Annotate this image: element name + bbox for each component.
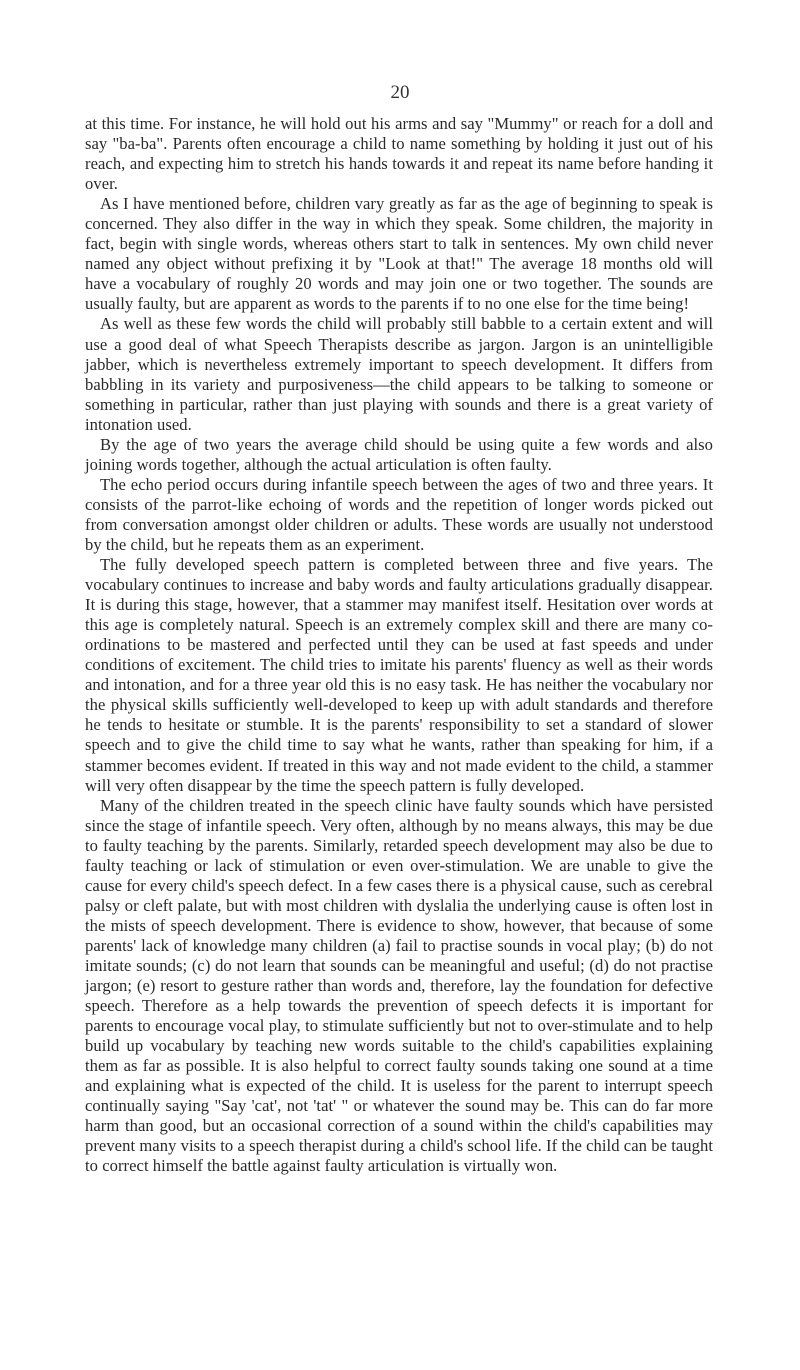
page-number: 20 xyxy=(390,82,410,103)
paragraph: The echo period occurs during infantile speech between the ages of two and three years. It consists of the parrot-like echoing of words and the repetition of longer words picked out from conversation amongst older children or adults. These words are usually not understood by the child, but he repeats them as an experiment. xyxy=(85,474,713,554)
paragraph: Many of the children treated in the speech clinic have faulty sounds which have persisted since the stage of infantile speech. Very often, although by no means always, this may be due to faulty teaching by the parents. Similarly, retarded speech development may also be due to faulty teaching or lack of stimulation or even over-stimulation. We are unable to give the cause for every child's speech defect. In a few cases there is a physical cause, such as cerebral palsy or cleft palate, but with most children with dyslalia the underlying cause is often lost in the mists of speech development. There is evidence to show, however, that because of some parents' lack of knowledge many children (a) fail to practise sounds in vocal play; (b) do not imitate sounds; (c) do not learn that sounds can be meaningful and useful; (d) do not practise jargon; (e) resort to gesture rather than words and, therefore, lay the foundation for defective speech. Therefore as a help towards the prevention of speech defects it is important for parents to encourage vocal play, to stimulate sufficiently but not to over-stimulate and to help build up vocabulary by teaching new words suitable to the child's capabilities explaining them as far as possible. It is also helpful to correct faulty sounds taking one sound at a time and explaining what is expected of the child. It is useless for the parent to interrupt speech continually saying "Say 'cat', not 'tat' " or whatever the sound may be. This can do far more harm than good, but an occasional correction of a sound within the child's capabilities may prevent many visits to a speech therapist during a child's school life. If the child can be taught to correct himself the battle against faulty articulation is virtually won. xyxy=(85,795,713,1176)
paragraph: at this time. For instance, he will hold out his arms and say "Mummy" or reach for a doll and say "ba-ba". Parents often encourage a child to name something by holding it just out of his reach, and expecting him to stretch his hands towards it and repeat its name before handing it over. xyxy=(85,114,713,194)
paragraph: As well as these few words the child will probably still babble to a certain extent and will use a good deal of what Speech Therapists describe as jargon. Jargon is an unintelligible jabber, which is nevertheless extremely important to speech development. It differs from babbling in its variety and purposiveness—the child appears to be talking to someone or something in particular, rather than just playing with sounds and there is a great variety of intonation used. xyxy=(85,314,713,434)
paragraph: By the age of two years the average child should be using quite a few words and also joining words together, although the actual articulation is often faulty. xyxy=(85,434,713,474)
paragraph: The fully developed speech pattern is completed between three and five years. The vocabulary continues to increase and baby words and faulty articulations gradually disappear. It is during this stage, however, that a stammer may manifest itself. Hesitation over words at this age is completely natural. Speech is an extremely complex skill and there are many co-ordinations to be mastered and perfected until they can be used at fast speeds and under conditions of excitement. The child tries to imitate his parents' fluency as well as their words and intonation, and for a three year old this is no easy task. He has neither the vocabulary nor the physical skills sufficiently well-developed to keep up with adult standards and therefore he tends to hesitate or stumble. It is the parents' responsibility to set a standard of slower speech and to give the child time to say what he wants, rather than speaking for him, if a stammer becomes evident. If treated in this way and not made evident to the child, a stammer will very often disappear by the time the speech pattern is fully developed. xyxy=(85,555,713,795)
body-text xyxy=(85,114,713,1176)
paragraph: As I have mentioned before, children vary greatly as far as the age of beginning to speak is concerned. They also differ in the way in which they speak. Some children, the majority in fact, begin with single words, whereas others start to talk in sentences. My own child never named any object without prefixing it by "Look at that!" The average 18 months old will have a vocabulary of roughly 20 words and may join one or two together. The sounds are usually faulty, but are apparent as words to the parents if to no one else for the time being! xyxy=(85,194,713,314)
